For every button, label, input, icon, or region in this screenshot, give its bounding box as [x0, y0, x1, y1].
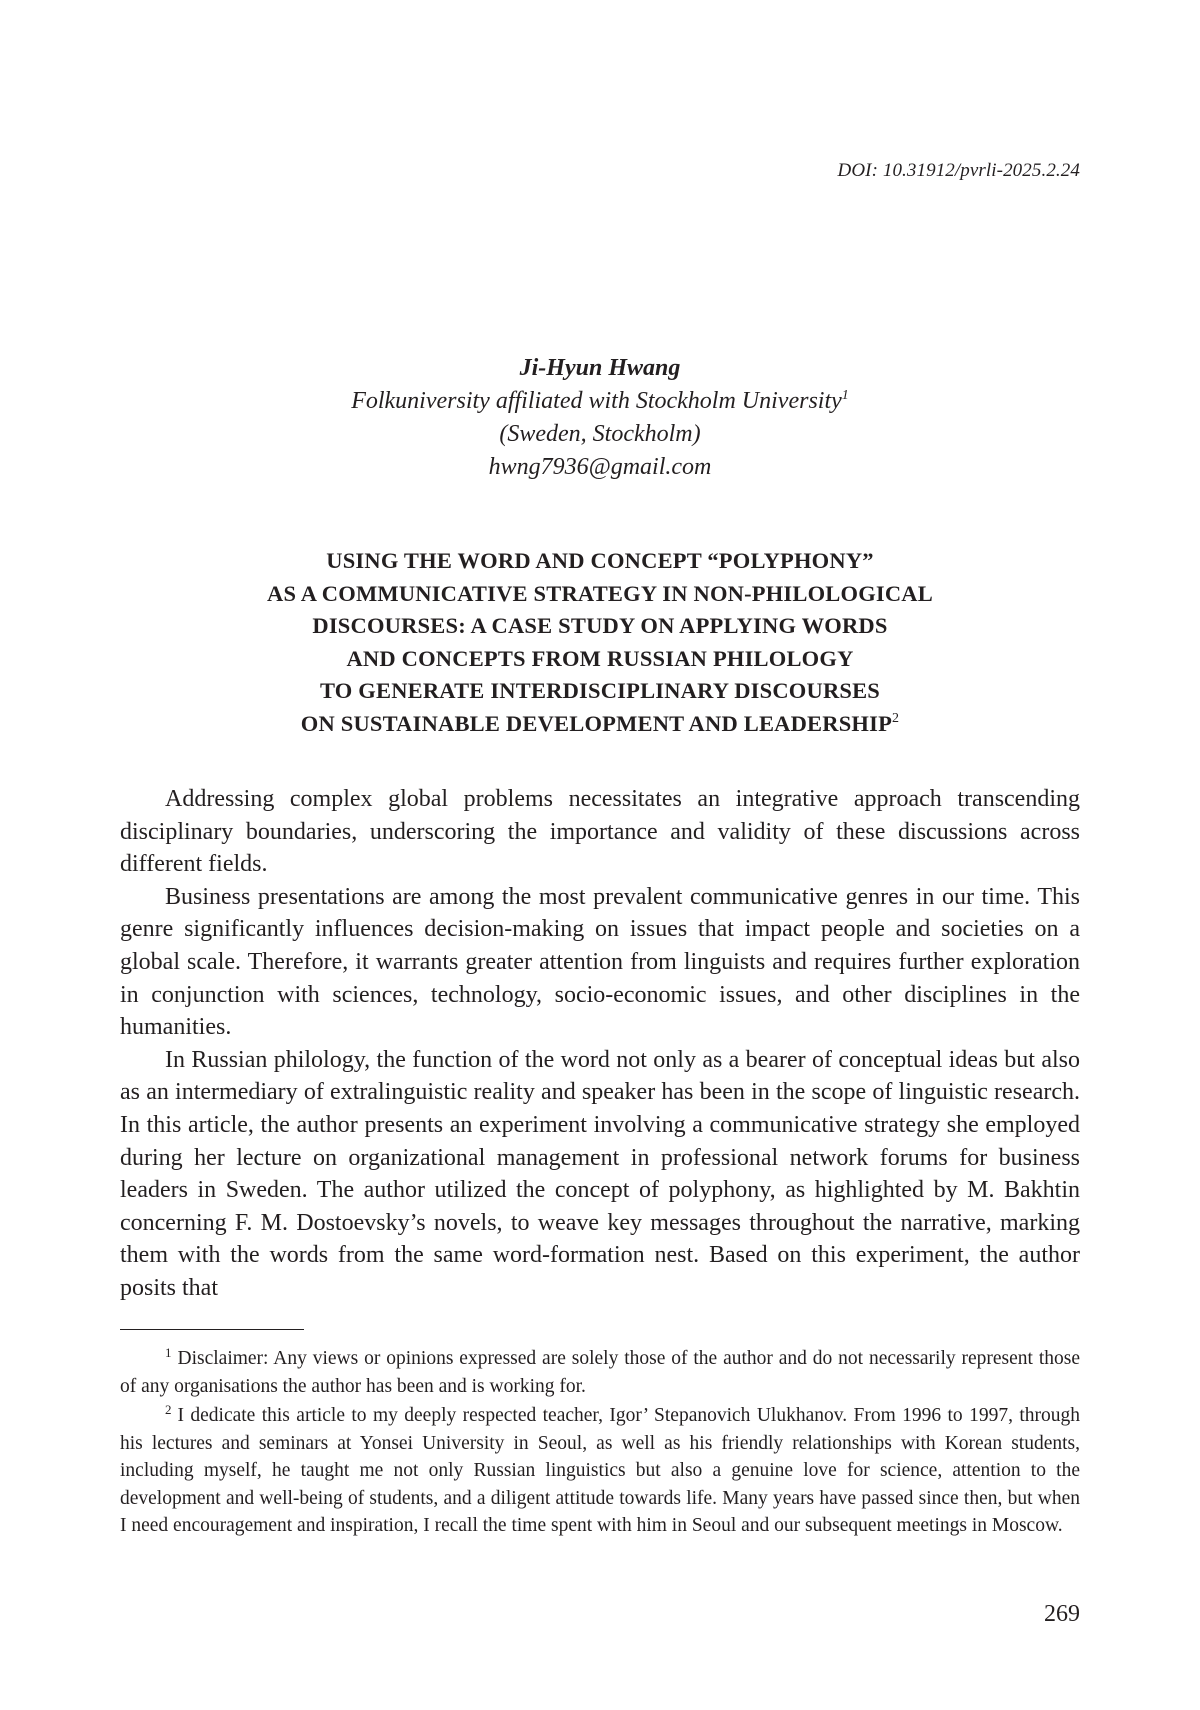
footnote: [120, 1402, 1080, 1540]
footnote: [120, 1345, 1080, 1400]
title-line-text: ON SUSTAINABLE DEVELOPMENT AND LEADERSHIP: [300, 710, 893, 736]
author-name: Ji-Hyun Hwang: [519, 355, 681, 381]
body-paragraph: Business presentations are among the most prevalent communicative genres in our time. This genre significantly influences decision-making on issues that impact people and societies on a global scale. Therefore, it warrants greater attention from linguists and requires further exploration in conjunction with sciences, technology, socio-economic issues, and other disciplines in the humanities.: [120, 883, 1080, 1041]
title-line: USING THE WORD AND CONCEPT “POLYPHONY”: [326, 548, 874, 573]
title-footnote-ref[interactable]: 2: [892, 710, 900, 726]
author-block: [0, 352, 1200, 484]
title-line-last: [0, 708, 1200, 741]
article-title: [0, 545, 1200, 740]
author-affiliation-text: Folkuniversity affiliated with Stockholm University: [351, 388, 842, 414]
author-affiliation: [0, 385, 1200, 418]
footnote-mark: 1: [165, 1345, 172, 1360]
footnotes: [120, 1345, 1080, 1542]
body-paragraph: Addressing complex global problems necessitates an integrative approach transcending disciplinary boundaries, underscoring the importance and validity of these discussions across different fields.: [120, 786, 1080, 878]
title-line: AND CONCEPTS FROM RUSSIAN PHILOLOGY: [346, 645, 854, 671]
title-line: DISCOURSES: A CASE STUDY ON APPLYING WORDS: [312, 613, 888, 638]
footnote-mark: 2: [165, 1402, 172, 1417]
author-location: (Sweden, Stockholm): [499, 421, 701, 447]
footnote-text: Disclaimer: Any views or opinions expressed are solely those of the author and do not necessarily represent those of any organisations the author has been and is working for.: [120, 1348, 1080, 1397]
body-paragraph: In Russian philology, the function of the word not only as a bearer of conceptual ideas but also as an intermediary of extralinguistic reality and speaker has been in the scope of linguistic research. In this article, the author presents an experiment involving a communicative strategy she employed during her lecture on organizational management in professional network forums for business leaders in Sweden. The author utilized the concept of polyphony, as highlighted by M. Bakhtin concerning F. M. Dostoevsky’s novels, to weave key messages throughout the narrative, marking them with the words from the same word-formation nest. Based on this experiment, the author posits that: [120, 1046, 1080, 1301]
affiliation-footnote-ref[interactable]: 1: [841, 388, 849, 403]
title-line: AS A COMMUNICATIVE STRATEGY IN NON-PHILOLOGICAL: [267, 580, 933, 606]
footnote-text: I dedicate this article to my deeply respected teacher, Igor’ Stepanovich Ulukhanov. From 1996 to 1997, through his lectures and seminars at Yonsei University in Seoul, as well as his friendly relationships with Korean students, including myself, he taught me not only Russian linguistics but also a genuine love for science, attention to the development and well-being of students, and a diligent attitude towards life. Many years have passed since then, but when I need encouragement and inspiration, I recall the time spent with him in Seoul and our subsequent meetings in Moscow.: [120, 1405, 1080, 1536]
page-number: 269: [1044, 1601, 1080, 1627]
footnote-separator: [120, 1329, 304, 1330]
body-text: [120, 783, 1080, 1305]
author-email[interactable]: hwng7936@gmail.com: [488, 454, 712, 480]
title-line: TO GENERATE INTERDISCIPLINARY DISCOURSES: [319, 678, 881, 703]
doi: DOI: 10.31912/pvrli-2025.2.24: [837, 160, 1080, 181]
